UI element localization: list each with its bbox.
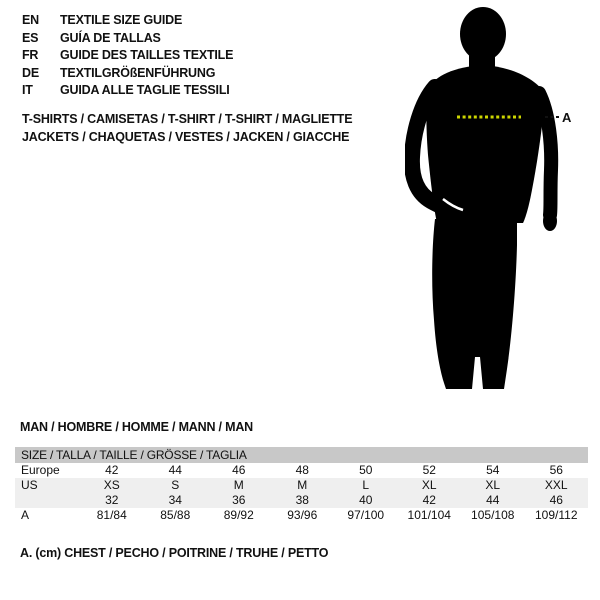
row-label: Europe [21,463,60,477]
size-cell: 44 [168,463,182,477]
language-label: TEXTILGRÖßENFÜHRUNG [60,65,216,80]
language-row-fr [22,47,233,65]
size-cell: 48 [295,463,309,477]
size-cell: 89/92 [223,508,254,522]
size-cell: 54 [486,463,500,477]
size-cell: L [362,478,370,492]
size-cell: 44 [486,493,500,507]
category-jackets: JACKETS / CHAQUETAS / VESTES / JACKEN / GIACCHE [22,129,350,144]
row-label: A [21,508,30,522]
size-cell: 40 [359,493,373,507]
size-cell: 42 [105,463,119,477]
size-cell: XS [103,478,120,492]
size-table-header: SIZE / TALLA / TAILLE / GRÖSSE / TAGLIA [15,447,588,463]
size-cell: 109/112 [535,508,578,522]
row-label: US [21,478,38,492]
table-row-numeric [15,493,588,508]
language-label: GUIDE DES TAILLES TEXTILE [60,48,234,62]
silhouette-shape [412,7,557,389]
size-cell: XXL [544,478,568,492]
language-row-it [22,82,233,100]
size-cell: 38 [295,493,309,507]
measurement-footnote: A. (cm) CHEST / PECHO / POITRINE / TRUHE / PETTO [20,546,329,560]
language-row-en [22,12,233,30]
language-label: GUIDA ALLE TAGLIE TESSILI [60,83,230,97]
man-silhouette-figure [405,5,575,395]
size-cell: 36 [232,493,246,507]
language-code: DE [22,65,39,80]
section-title-man: MAN / HOMBRE / HOMME / MANN / MAN [20,420,253,434]
language-label: GUÍA DE TALLAS [60,30,161,45]
size-cell: 46 [232,463,246,477]
size-table [15,447,588,523]
language-row-es [22,30,233,48]
size-cell: 85/88 [160,508,191,522]
table-row-europe [15,463,588,478]
category-tshirts: T-SHIRTS / CAMISETAS / T-SHIRT / T-SHIRT / MAGLIETTE [22,112,353,126]
size-cell: 34 [168,493,182,507]
language-row-de [22,65,233,83]
language-code: IT [22,83,33,97]
garment-categories [22,111,352,146]
size-cell: S [171,478,180,492]
size-cell: 46 [549,493,563,507]
size-cell: 81/84 [96,508,127,522]
table-row-us [15,478,588,493]
size-cell: XL [485,478,501,492]
size-cell: 97/100 [347,508,385,522]
size-cell: 32 [105,493,119,507]
measure-label-a: A [562,110,572,125]
size-cell: 52 [422,463,436,477]
size-cell: 50 [359,463,373,477]
size-cell: 101/104 [407,508,451,522]
language-label: TEXTILE SIZE GUIDE [60,13,183,27]
size-cell: 105/108 [471,508,515,522]
table-row-chest-cm [15,508,588,523]
row-label [15,493,80,508]
size-cell: 56 [549,463,563,477]
language-code: FR [22,48,39,62]
size-cell: 93/96 [287,508,318,522]
language-list [22,12,233,100]
size-cell: M [233,478,244,492]
man-silhouette-svg [405,5,575,395]
size-cell: M [297,478,308,492]
size-cell: 42 [422,493,436,507]
language-code: ES [22,30,39,45]
language-code: EN [22,13,39,27]
size-cell: XL [421,478,437,492]
